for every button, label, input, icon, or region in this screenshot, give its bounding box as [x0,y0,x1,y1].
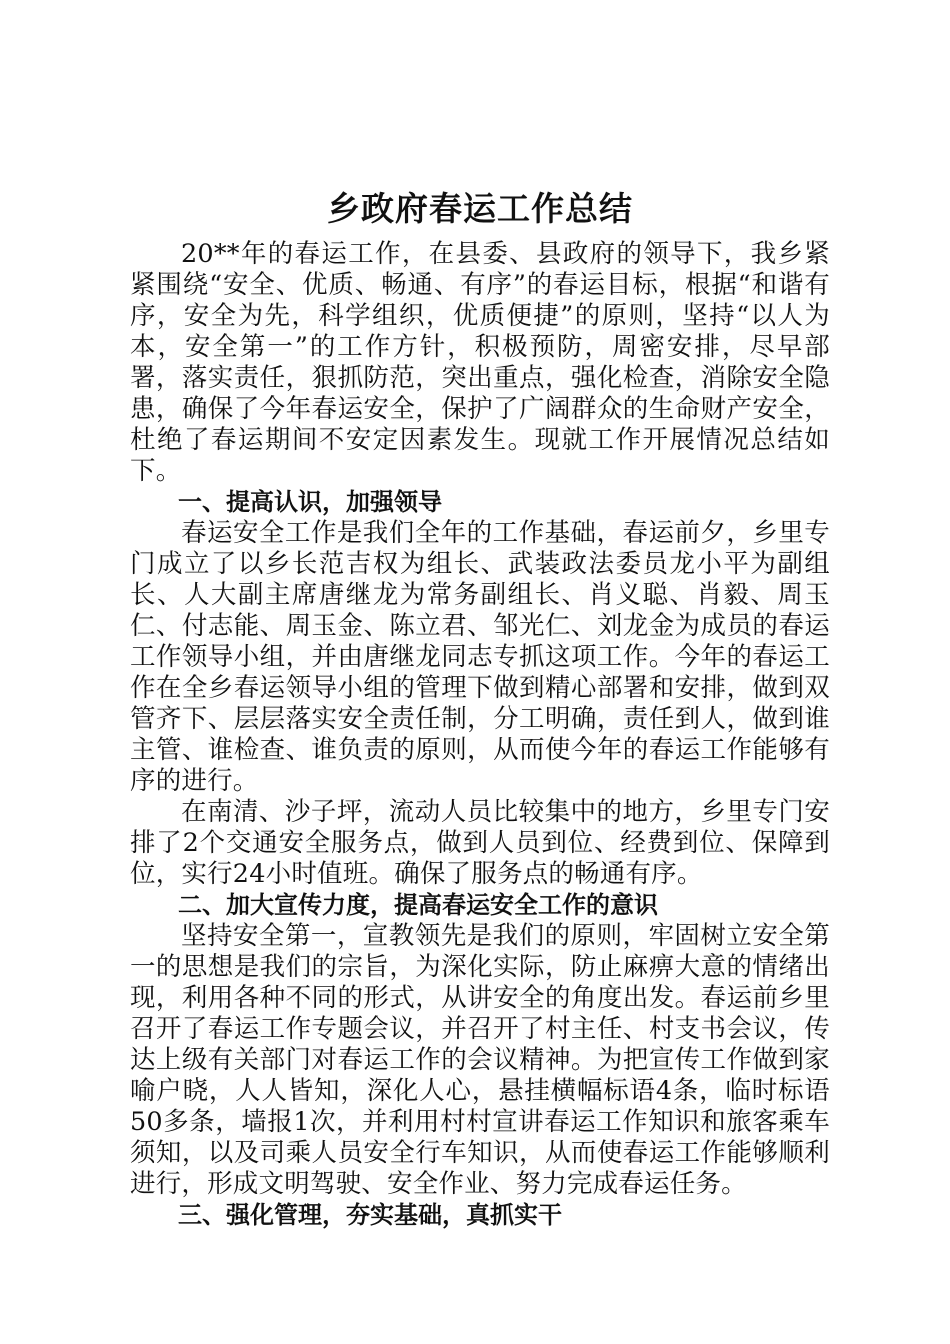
intro-paragraph: 20**年的春运工作，在县委、县政府的领导下，我乡紧紧围绕“安全、优质、畅通、有序”的春运目标，根据“和谐有序，安全为先，科学组织，优质便捷”的原则，坚持“以人为本，安全第一”的工作方针，积极预防，周密安排，尽早部署，落实责任，狠抓防范，突出重点，强化检查，消除安全隐患，确保了今年春运安全，保护了广阔群众的生命财产安全，杜绝了春运期间不安定因素发生。现就工作开展情况总结如下。 [130,239,830,486]
document-title: 乡政府春运工作总结 [327,189,633,228]
section-heading-1: 一、提高认识，加强领导 [178,488,442,516]
section-heading-3: 三、强化管理，夯实基础，真抓实干 [178,1201,562,1229]
section-heading-2: 二、加大宣传力度，提高春运安全工作的意识 [178,891,658,919]
section-1-paragraph-1: 春运安全工作是我们全年的工作基础，春运前夕，乡里专门成立了以乡长范吉权为组长、武装政法委员龙小平为副组长、人大副主席唐继龙为常务副组长、肖义聪、肖毅、周玉仁、付志能、周玉金、陈立君、邹光仁、刘龙金为成员的春运工作领导小组，并由唐继龙同志专抓这项工作。今年的春运工作在全乡春运领导小组的管理下做到精心部署和安排，做到双管齐下、层层落实安全责任制，分工明确，责任到人，做到谁主管、谁检查、谁负责的原则，从而使今年的春运工作能够有序的进行。 [130,518,830,796]
section-2-paragraph-1: 坚持安全第一，宣教领先是我们的原则，牢固树立安全第一的思想是我们的宗旨，为深化实际，防止麻痹大意的情绪出现，利用各种不同的形式，从讲安全的角度出发。春运前乡里召开了春运工作专题会议，并召开了村主任、村支书会议，传达上级有关部门对春运工作的会议精神。为把宣传工作做到家喻户晓，人人皆知，深化人心，悬挂横幅标语4条，临时标语50多条，墙报1次，并利用村村宣讲春运工作知识和旅客乘车须知，以及司乘人员安全行车知识，从而使春运工作能够顺利进行，形成文明驾驶、安全作业、努力完成春运任务。 [130,921,830,1199]
section-1-paragraph-2: 在南清、沙子坪，流动人员比较集中的地方，乡里专门安排了2个交通安全服务点，做到人员到位、经费到位、保障到位，实行24小时值班。确保了服务点的畅通有序。 [130,797,830,889]
document-page [130,185,830,1231]
